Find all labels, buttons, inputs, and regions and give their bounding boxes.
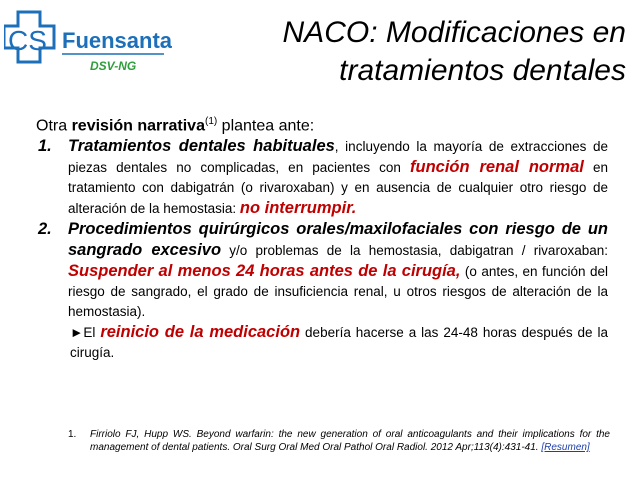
list-item-2 bbox=[36, 219, 608, 322]
reference-text: Firriolo FJ, Hupp WS. Beyond warfarin: the new generation of oral anticoagulants and their implications for the management of dental patients. Oral Surg Oral Med Oral Pathol Oral Radiol. 2012 Apr;113(4):431-41. bbox=[90, 429, 610, 453]
item1-number: 1. bbox=[38, 137, 52, 156]
title-line-2: tratamientos dentales bbox=[339, 54, 626, 87]
item1-red-2: no interrumpir. bbox=[239, 199, 357, 218]
reference-link[interactable]: [Resumen] bbox=[541, 442, 590, 453]
item2-number: 2. bbox=[38, 220, 52, 239]
reference-number: 1. bbox=[68, 429, 77, 440]
slide-title bbox=[178, 14, 626, 90]
logo-tagline: DSV-NG bbox=[90, 59, 137, 73]
item1-heading: Tratamientos dentales habituales bbox=[68, 137, 335, 156]
intro-sup: (1) bbox=[204, 116, 218, 127]
logo-name: Fuensanta bbox=[62, 28, 172, 53]
bullet-post: debería hacerse a las 24-48 horas después de la cirugía. bbox=[70, 325, 608, 361]
item2-text-1: y/o problemas de la hemostasia, dabigatran / rivaroxaban: bbox=[229, 243, 608, 259]
item1-text-2: en tratamiento con dabigatrán (o rivaroxaban) y en ausencia de cualquier otro riesgo de alteración de la hemostasia: bbox=[68, 160, 608, 217]
item2-heading: Procedimientos quirúrgicos orales/maxilofaciales con riesgo de un sangrado excesivo bbox=[68, 220, 608, 260]
slide-body bbox=[36, 112, 608, 363]
reference-text-block bbox=[60, 428, 610, 454]
logo-cs: CS bbox=[8, 25, 47, 56]
reference bbox=[60, 428, 610, 454]
bullet-pre: ►El bbox=[70, 325, 96, 341]
item1-red-1: función renal normal bbox=[410, 158, 584, 177]
logo-graphic bbox=[4, 8, 172, 78]
bullet-bold: reinicio de la medicación bbox=[100, 323, 301, 342]
bullet-restart bbox=[36, 322, 608, 363]
item2-text-2: (o antes, en función del riesgo de sangrado, el grado de insuficiencia renal, u otros riesgos de alteración de la hemostasia). bbox=[68, 264, 608, 320]
title-line-1: NACO: Modificaciones en bbox=[282, 16, 626, 49]
item2-red-1: Suspender al menos 24 horas antes de la cirugía, bbox=[68, 262, 461, 281]
item1-text-1: , incluyendo la mayoría de extracciones de piezas dentales no complicadas, en pacientes con bbox=[68, 139, 608, 176]
intro-post: plantea ante: bbox=[221, 117, 315, 135]
intro-line bbox=[36, 112, 608, 136]
intro-bold: revisión narrativa bbox=[71, 117, 205, 135]
fuensanta-logo bbox=[4, 8, 172, 78]
list-item-1 bbox=[36, 136, 608, 219]
intro-pre: Otra bbox=[36, 117, 68, 135]
